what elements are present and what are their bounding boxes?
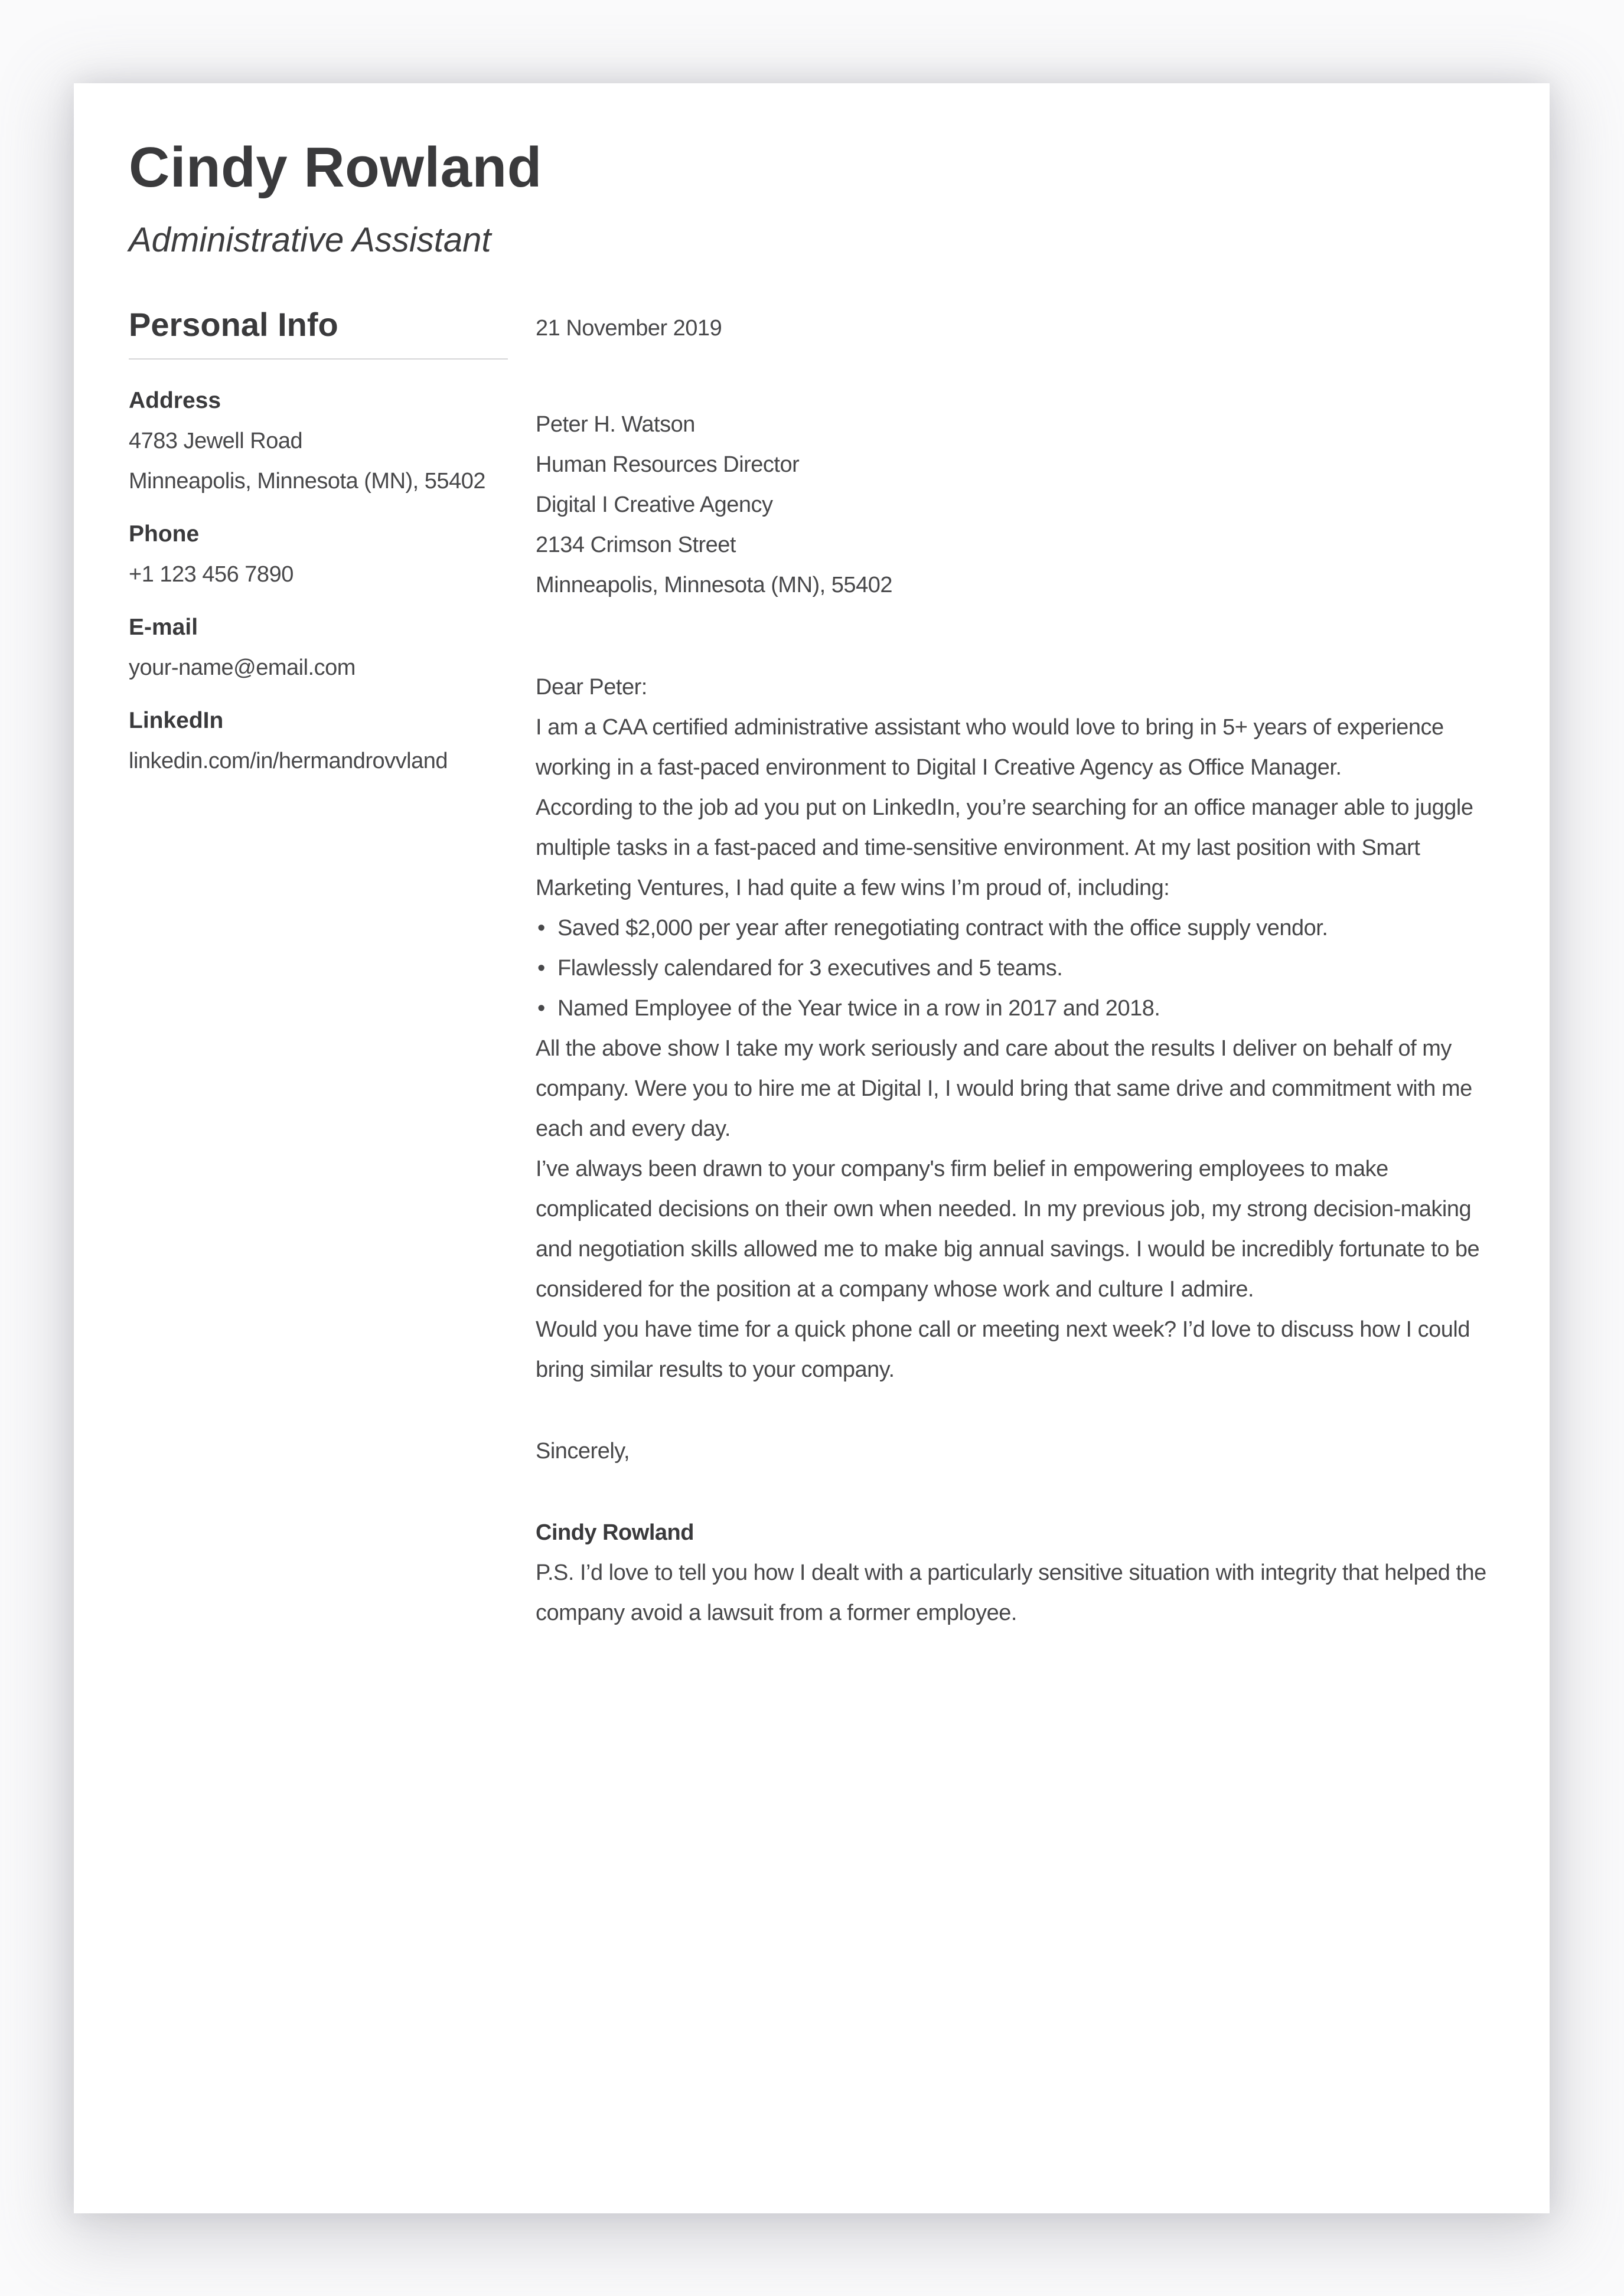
recipient-name: Peter H. Watson [536, 412, 695, 437]
sidebar-divider [129, 358, 508, 360]
letter-date: 21 November 2019 [536, 316, 722, 341]
field-value-phone: +1 123 456 7890 [129, 562, 294, 587]
recipient-city: Minneapolis, Minnesota (MN), 55402 [536, 573, 892, 597]
sidebar-heading: Personal Info [129, 306, 338, 343]
paragraph-commitment: All the above show I take my work seriously and care about the results I deliver on behalf of my company. Were you to hire me at Digital I, I would bring that same drive and commitment with me each and every day. [536, 1036, 1472, 1141]
field-value-email: your-name@email.com [129, 655, 356, 680]
personal-info-sidebar [129, 308, 508, 781]
recipient-title: Human Resources Director [536, 452, 800, 477]
candidate-name: Cindy Rowland [129, 136, 542, 199]
paragraph-job-ad: According to the job ad you put on LinkedIn, you’re searching for an office manager able to juggle multiple tasks in a fast-paced and time-sensitive environment. At my last position with Smart Marketing Ventures, I had quite a few wins I’m proud of, including: [536, 795, 1473, 900]
field-email [129, 608, 508, 688]
field-label-email: E-mail [129, 615, 198, 640]
recipient-block [536, 404, 1495, 605]
field-phone [129, 514, 508, 595]
cover-letter-page [74, 83, 1550, 2213]
salutation: Dear Peter: [536, 675, 647, 700]
candidate-job-title: Administrative Assistant [129, 221, 491, 259]
paragraph-company-culture: I’ve always been drawn to your company's firm belief in empowering employees to make complicated decisions on their own when needed. In my previous job, my strong decision-making and negotiation skills allowed me to make big annual savings. I would be incredibly fortunate to be considered for the position at a company whose work and culture I admire. [536, 1157, 1480, 1302]
signature-name: Cindy Rowland [536, 1520, 694, 1545]
field-value-address-line2: Minneapolis, Minnesota (MN), 55402 [129, 469, 485, 494]
achievement-item-savings: • Saved $2,000 per year after renegotiating contract with the office supply vendor. [536, 908, 1495, 948]
achievement-item-calendar: • Flawlessly calendared for 3 executives and 5 teams. [536, 948, 1495, 988]
closing: Sincerely, [536, 1439, 630, 1464]
field-linkedin [129, 701, 508, 781]
field-value-linkedin: linkedin.com/in/hermandrovvland [129, 749, 448, 773]
achievement-item-award: • Named Employee of the Year twice in a row in 2017 and 2018. [536, 988, 1495, 1028]
field-label-linkedin: LinkedIn [129, 708, 224, 733]
paragraph-call-to-action: Would you have time for a quick phone call or meeting next week? I’d love to discuss how I could bring similar results to your company. [536, 1317, 1470, 1382]
recipient-company: Digital I Creative Agency [536, 492, 773, 517]
paragraph-intro: I am a CAA certified administrative assistant who would love to bring in 5+ years of experience working in a fast-paced environment to Digital I Creative Agency as Office Manager. [536, 715, 1444, 780]
field-address [129, 381, 508, 501]
field-label-address: Address [129, 388, 221, 413]
letter-body [536, 308, 1495, 1633]
recipient-street: 2134 Crimson Street [536, 533, 736, 557]
achievement-list [536, 908, 1495, 1028]
content-columns [129, 308, 1495, 1633]
field-value-address-line1: 4783 Jewell Road [129, 429, 303, 453]
postscript: P.S. I’d love to tell you how I dealt with a particularly sensitive situation with integrity that helped the company avoid a lawsuit from a former employee. [536, 1560, 1486, 1625]
field-label-phone: Phone [129, 521, 200, 547]
